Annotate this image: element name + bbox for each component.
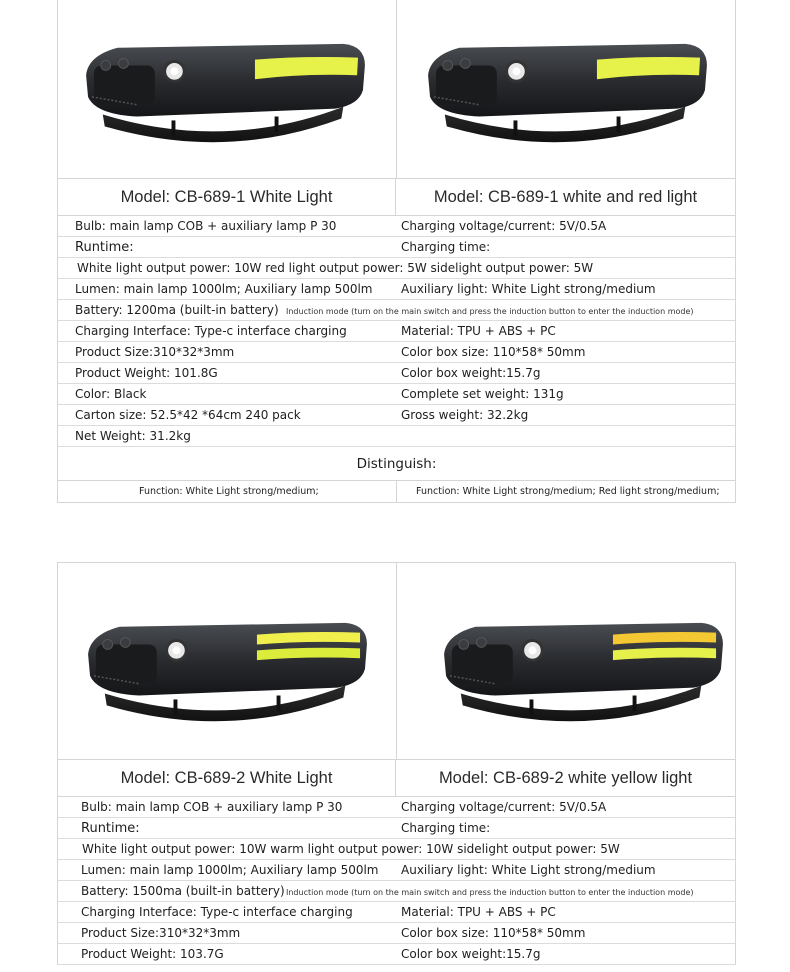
- distinguish-heading: Distinguish:: [57, 447, 736, 481]
- product-images: [57, 0, 736, 178]
- spec-left: Runtime:: [75, 240, 134, 255]
- spec-row: [58, 384, 735, 405]
- spec-left: Product Size:310*32*3mm: [81, 926, 241, 940]
- spec-row: [58, 426, 735, 447]
- function-divider: [396, 481, 397, 502]
- model-left: Model: CB-689-1 White Light: [58, 179, 396, 215]
- spec-left: Bulb: main lamp COB + auxiliary lamp P 30: [81, 800, 343, 814]
- spec-row: [58, 321, 735, 342]
- spec-row: [58, 818, 735, 839]
- spec-right: Charging voltage/current: 5V/0.5A: [401, 800, 607, 814]
- spec-left: Product Weight: 103.7G: [81, 947, 224, 961]
- spec-right: Color box weight:15.7g: [401, 366, 541, 380]
- headlamp-image-white: [78, 36, 373, 144]
- spec-table: [57, 216, 736, 447]
- spec-row: [58, 881, 735, 902]
- spec-right: Charging voltage/current: 5V/0.5A: [401, 219, 607, 233]
- spec-full: White light output power: 10W warm light output power: 10W sidelight output power: 5W: [82, 842, 620, 856]
- spec-left: Battery: 1500ma (built-in battery): [81, 884, 285, 898]
- spec-left: Product Size:310*32*3mm: [75, 345, 235, 359]
- headlamp-image-white: [80, 615, 375, 723]
- spec-row: [58, 300, 735, 321]
- product-block-cb-689-2: [57, 562, 736, 965]
- headlamp-image-white-yellow: [436, 615, 731, 723]
- spec-right: Complete set weight: 131g: [401, 387, 564, 401]
- spec-row: [58, 279, 735, 300]
- spec-row: [58, 237, 735, 258]
- spec-right: Material: TPU + ABS + PC: [401, 324, 556, 338]
- function-left: Function: White Light strong/medium;: [139, 486, 319, 497]
- spec-left: Carton size: 52.5*42 *64cm 240 pack: [75, 408, 301, 422]
- model-right: Model: CB-689-2 white yellow light: [438, 768, 693, 787]
- spec-right: Charging time:: [401, 240, 491, 254]
- spec-left: Lumen: main lamp 1000lm; Auxiliary lamp 500lm: [81, 863, 379, 877]
- spec-left: Charging Interface: Type-c interface charging: [75, 324, 347, 338]
- spec-table: [57, 797, 736, 965]
- spec-right: Auxiliary light: White Light strong/medium: [401, 282, 656, 296]
- spec-full: White light output power: 10W red light output power: 5W sidelight output power: 5W: [77, 261, 594, 275]
- spec-row: [58, 839, 735, 860]
- function-row: [57, 481, 736, 503]
- model-header: [57, 759, 736, 797]
- spec-left: Bulb: main lamp COB + auxiliary lamp P 30: [75, 219, 337, 233]
- model-header: [57, 178, 736, 216]
- headlamp-image-white-red: [420, 36, 715, 144]
- image-divider: [396, 563, 397, 759]
- spec-right: Material: TPU + ABS + PC: [401, 905, 556, 919]
- spec-left: Battery: 1200ma (built-in battery): [75, 303, 279, 317]
- spec-right: Color box weight:15.7g: [401, 947, 541, 961]
- spec-row: [58, 797, 735, 818]
- product-block-cb-689-1: [57, 0, 736, 503]
- spec-left: Charging Interface: Type-c interface charging: [81, 905, 353, 919]
- model-left: Model: CB-689-2 White Light: [58, 760, 396, 796]
- spec-row: [58, 923, 735, 944]
- model-right: Model: CB-689-1 white and red light: [433, 187, 698, 206]
- spec-left: Net Weight: 31.2kg: [75, 429, 191, 443]
- spec-row: [58, 944, 735, 965]
- spec-note: Induction mode (turn on the main switch and press the induction button to enter the induction mode): [286, 307, 694, 316]
- spec-right: Gross weight: 32.2kg: [401, 408, 529, 422]
- spec-right: Charging time:: [401, 821, 491, 835]
- spec-row: [58, 860, 735, 881]
- spec-row: [58, 405, 735, 426]
- spec-right: Auxiliary light: White Light strong/medium: [401, 863, 656, 877]
- spec-row: [58, 902, 735, 923]
- spec-row: [58, 258, 735, 279]
- spec-right: Color box size: 110*58* 50mm: [401, 926, 586, 940]
- spec-row: [58, 363, 735, 384]
- image-divider: [396, 0, 397, 178]
- spec-left: Product Weight: 101.8G: [75, 366, 218, 380]
- product-images: [57, 562, 736, 759]
- spec-row: [58, 342, 735, 363]
- spec-right: Color box size: 110*58* 50mm: [401, 345, 586, 359]
- function-right: Function: White Light strong/medium; Red light strong/medium;: [416, 486, 720, 497]
- spec-left: Lumen: main lamp 1000lm; Auxiliary lamp 500lm: [75, 282, 373, 296]
- spec-row: [58, 216, 735, 237]
- spec-left: Runtime:: [81, 821, 140, 836]
- spec-note: Induction mode (turn on the main switch and press the induction button to enter the induction mode): [286, 888, 694, 897]
- spec-left: Color: Black: [75, 387, 147, 401]
